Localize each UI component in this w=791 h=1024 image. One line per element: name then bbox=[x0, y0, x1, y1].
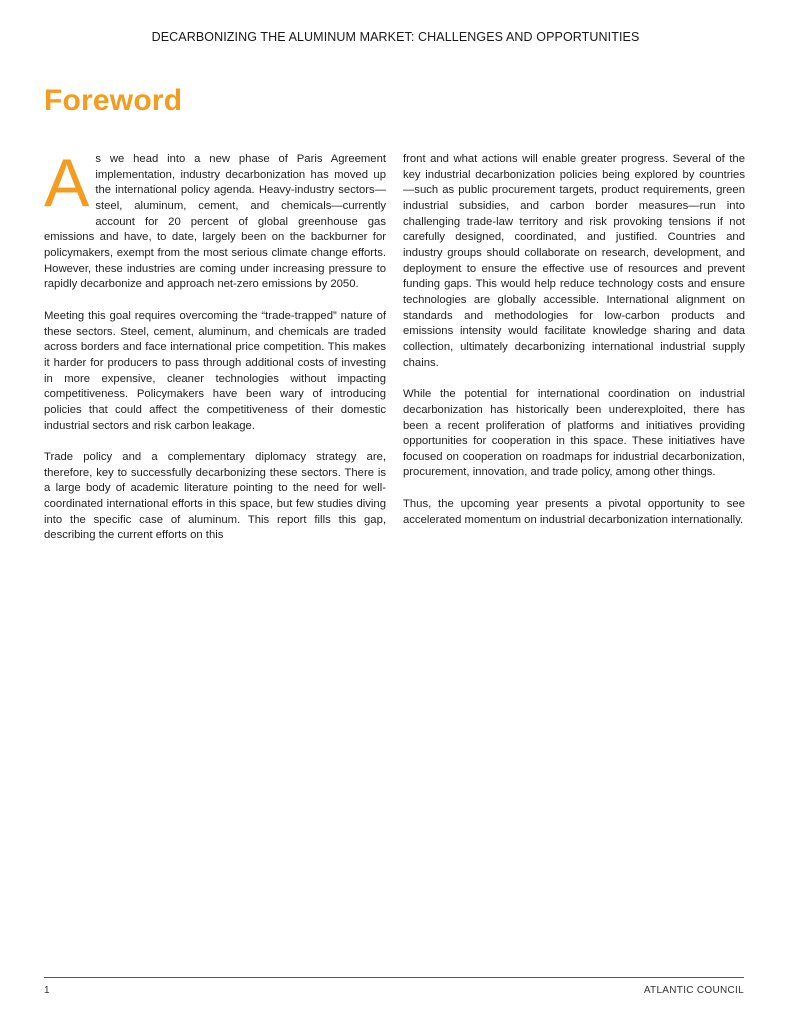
paragraph-conclusion: Thus, the upcoming year presents a pivotal opportunity to see accelerated momentum on industrial decarbonization internationally. bbox=[403, 498, 745, 526]
right-column bbox=[403, 152, 745, 544]
paragraph-trade-trapped: Meeting this goal requires overcoming the “trade-trapped” nature of these sectors. Steel, cement, aluminum, and chemicals are traded across borders and face international price competition. This makes it harder for producers to pass through additional costs of investing in more expensive, cleaner technologies without impacting competitiveness. Policymakers have been wary of introducing policies that could affect the competitiveness of their domestic industrial sectors and risk carbon leakage. bbox=[44, 309, 386, 432]
running-header: DECARBONIZING THE ALUMINUM MARKET: CHALLENGES AND OPPORTUNITIES bbox=[151, 30, 640, 44]
left-column bbox=[44, 145, 386, 560]
paragraph-coordination: While the potential for international coordination on industrial decarbonization has historically been underexploited, there has been a recent proliferation of platforms and initiatives providing opportunities for cooperation in this space. These initiatives have focused on cooperation on roadmaps for industrial decarbonization, procurement, innovation, and trade policy, among other things. bbox=[403, 388, 745, 479]
drop-cap: A bbox=[44, 145, 90, 221]
paragraph-policies: front and what actions will enable greater progress. Several of the key industrial decarbonization policies being explored by countries—such as public procurement targets, product requirements, green industrial subsidies, and carbon border measures—run into challenging trade-law territory and risk provoking tensions if not carefully designed, coordinated, and justified. Countries and industry groups should collaborate on research, development, and deployment to ensure the effective use of resources and prevent funding gaps. This would help reduce technology costs and ensure technologies are globally accessible. International alignment on standards and methodologies for low-carbon products and emissions intensity would facilitate knowledge sharing and data collection, ultimately decarbonizing international industrial supply chains. bbox=[403, 153, 745, 369]
footer-organization: ATLANTIC COUNCIL bbox=[643, 985, 744, 996]
page-title: Foreword bbox=[44, 84, 183, 117]
footer-divider bbox=[44, 977, 744, 978]
paragraph-intro-text: s we head into a new phase of Paris Agreement implementation, industry decarbonization has moved up the international policy agenda. Heavy-industry sectors—steel, aluminum, cement, and chemicals—currently account for 20 percent of global greenhouse gas emissions and have, to date, largely been on the backburner for policymakers, exempt from the most serious climate change efforts. However, these industries are coming under increasing pressure to rapidly decarbonize and approach net-zero emissions by 2050. bbox=[44, 153, 386, 291]
paragraph-trade-policy: Trade policy and a complementary diplomacy strategy are, therefore, key to successfully decarbonizing these sectors. There is a large body of academic literature pointing to the need for well-coordinated international efforts in this space, but few studies diving into the specific case of aluminum. This report fills this gap, describing the current efforts on this bbox=[44, 451, 386, 542]
page-number: 1 bbox=[44, 985, 50, 996]
paragraph-intro bbox=[44, 145, 386, 293]
